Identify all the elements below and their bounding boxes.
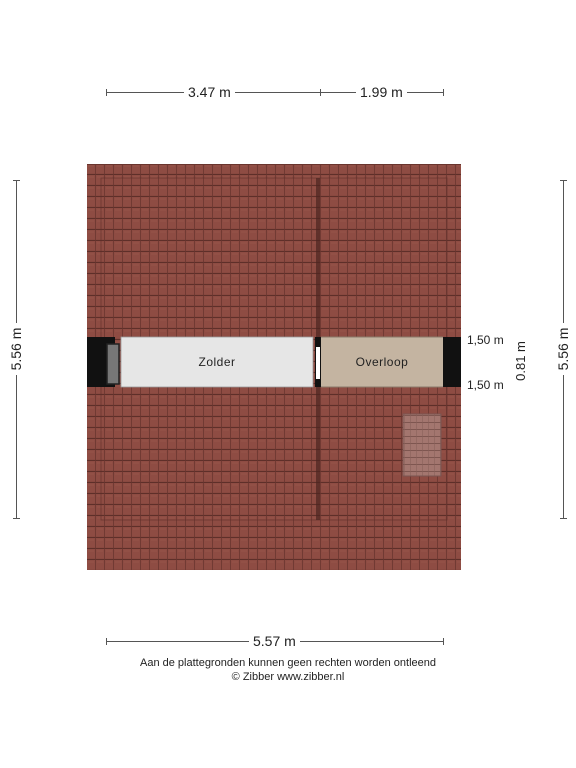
top-dimension-tick-left — [106, 89, 107, 96]
bottom-dimension-label: 5.57 m — [249, 633, 300, 649]
room-overloop — [321, 337, 443, 387]
top-right-dimension-label: 1.99 m — [356, 84, 407, 100]
top-dimension-tick-right — [443, 89, 444, 96]
left-dimension-label: 5.56 m — [8, 323, 24, 375]
right-dimension-label: 5.56 m — [555, 323, 571, 375]
right-wall — [443, 337, 461, 387]
top-left-dimension-label: 3.47 m — [184, 84, 235, 100]
right-dimension-tick-bottom — [560, 518, 567, 519]
chimney-block — [107, 344, 119, 384]
ceiling-height-bottom-label: 1,50 m — [467, 378, 504, 392]
copyright-text: © Zibber www.zibber.nl — [231, 671, 345, 683]
skylight-window — [403, 414, 441, 476]
roof-floorplan — [87, 164, 461, 570]
right-dimension-tick-top — [560, 180, 567, 181]
bottom-dimension-tick-right — [443, 638, 444, 645]
ceiling-height-top-label: 1,50 m — [467, 333, 504, 347]
top-dimension-tick-mid — [320, 89, 321, 96]
room-overloop-label: Overloop — [355, 355, 409, 369]
bottom-dimension-tick-left — [106, 638, 107, 645]
disclaimer-text: Aan de plattegronden kunnen geen rechten worden ontleend — [139, 657, 436, 669]
right-inner-dimension-label: 0.81 m — [513, 335, 529, 387]
room-zolder-label: Zolder — [198, 355, 236, 369]
left-dimension-tick-top — [13, 180, 20, 181]
left-dimension-tick-bottom — [13, 518, 20, 519]
room-zolder — [121, 337, 313, 387]
